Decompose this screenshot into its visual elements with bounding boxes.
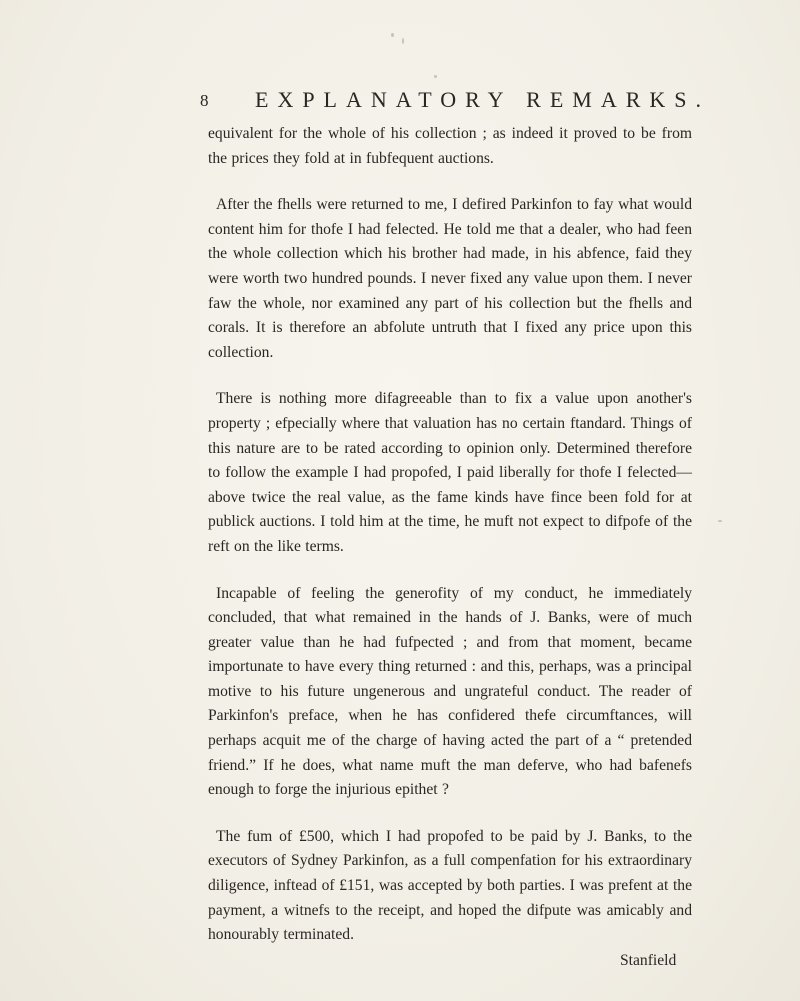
paragraph: There is nothing more difagreeable than to fix a value upon another's property ; efpecially where that valuation has no certain ftandard. Things of this nature are to be rated according to opinion only. Determined therefore to follow the example I had propofed, I paid liberally for thofe I felected—above twice the real value, as the fame kinds have fince been fold for at publick auctions. I told him at the time, he muft not expect to difpofe of the reft on the like terms. (208, 390, 692, 555)
paragraph: The fum of £500, which I had propofed to be paid by J. Banks, to the executors of Sydney Parkinfon, as a full compenfation for his extraordinary diligence, inftead of £151, was accepted by both parties. I was prefent at the payment, a witnefs to the receipt, and hoped the difpute was amicably and honourably terminated. (208, 827, 692, 944)
paper-speck (718, 520, 722, 522)
catchword: Stanfield (620, 952, 677, 969)
running-head: EXPLANATORY REMARKS. (255, 87, 711, 112)
paper-speck (434, 75, 437, 78)
paper-speck (391, 33, 394, 37)
paragraph: Incapable of feeling the generofity of my conduct, he immediately concluded, that what remained in the hands of J. Banks, were of much greater value than he had fufpected ; and from that moment, became importunate to have every thing returned : and this, perhaps, was a principal motive to his future ungenerous and ungrateful conduct. The reader of Parkinfon's preface, when he has confidered thefe circumftances, will perhaps acquit me of the charge of having acted the part of a “ pretended friend.” If he does, what name muft the man deferve, who had bafenefs enough to forge the injurious epithet ? (208, 584, 692, 799)
paragraph: equivalent for the whole of his collection ; as indeed it proved to be from the prices they fold at in fubfequent auctions. (208, 125, 692, 167)
paper-speck (402, 38, 404, 44)
page-header (200, 87, 711, 117)
body-text (208, 122, 692, 948)
page-number: 8 (200, 91, 209, 110)
paragraph: After the fhells were returned to me, I defired Parkinfon to fay what would content him for thofe I had felected. He told me that a dealer, who had feen the whole collection which his brother had made, in his abfence, faid they were worth two hundred pounds. I never fixed any value upon them. I never faw the whole, nor examined any part of his collection but the fhells and corals. It is therefore an abfolute untruth that I fixed any price upon this collection. (208, 196, 692, 361)
